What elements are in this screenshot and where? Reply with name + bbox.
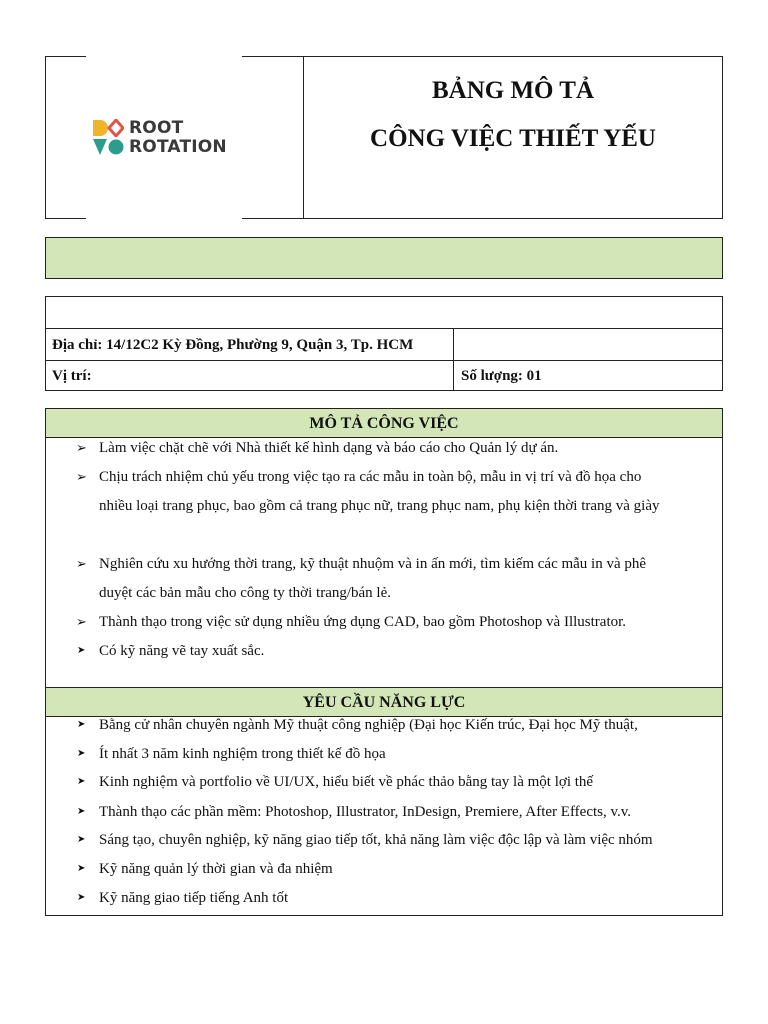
arrow-bullet-icon: ➢ — [76, 440, 87, 455]
logo-text-root: ROOT — [129, 118, 184, 138]
arrowhead-bullet-icon: ➤ — [77, 892, 86, 903]
border-gap-bottom — [86, 217, 242, 220]
border-gap-top — [86, 55, 242, 58]
arrowhead-bullet-icon: ➤ — [77, 748, 86, 759]
requirements-heading: YÊU CẦU NĂNG LỰC — [46, 688, 722, 717]
info-row-divider-1 — [45, 328, 723, 329]
address-cell: Địa chỉ: 14/12C2 Kỳ Đồng, Phường 9, Quận 3, Tp. HCM — [52, 337, 414, 353]
arrow-bullet-icon: ➢ — [76, 556, 87, 571]
logo-text-rotation: ROTATION — [129, 137, 227, 157]
quantity-cell: Số lượng: 01 — [461, 368, 542, 384]
page-title-line1: BẢNG MÔ TẢ — [431, 77, 595, 104]
job-description-section: MÔ TẢ CÔNG VIỆC ➢ Làm việc chặt chẽ với Nhà thiết kế hình dạng và báo cáo cho Quản lý dự án. ➢ Chịu trách nhiệm chủ yếu trong việc tạo ra các mẫu in toàn bộ, mẫu in vị trí và đồ họa cho nhiều loại trang phục, bao gồm cả trang phục nữ, trang phục nam, phụ kiện thời trang và giày ➢ Nghiên cứu xu hướng thời trang, kỹ thuật nhuộm và in ấn mới, tìm kiếm các mẫu in và phê duyệt các bản mẫu cho công ty thời trang/bán lẻ. ➢ Thành thạo trong việc sử dụng nhiều ứng dụng CAD, bao gồm Photoshop và Illustrator. ➤ Có kỹ năng vẽ tay xuất sắc. — [45, 408, 723, 688]
arrow-bullet-icon: ➢ — [76, 614, 87, 629]
green-banner — [45, 237, 723, 279]
arrowhead-bullet-icon: ➤ — [77, 863, 86, 874]
logo-mark-top-icon — [92, 119, 124, 137]
info-column-divider — [453, 328, 454, 391]
arrowhead-bullet-icon: ➤ — [77, 776, 86, 787]
logo-mark-bottom-icon — [92, 138, 124, 156]
arrowhead-bullet-icon: ➤ — [77, 719, 86, 730]
requirements-section: YÊU CẦU NĂNG LỰC ➤ Bằng cử nhân chuyên ngành Mỹ thuật công nghiệp (Đại học Kiến trúc, Đại học Mỹ thuật, ➤ Ít nhất 3 năm kinh nghiệm trong thiết kế đồ họa ➤ Kinh nghiệm và portfolio về UI/UX, hiểu biết về phác thảo bằng tay là một lợi thế ➤ Thành thạo các phần mềm: Photoshop, Illustrator, InDesign, Premiere, After Effects, v.v. ➤ Sáng tạo, chuyên nghiệp, kỹ năng giao tiếp tốt, khả năng làm việc độc lập và làm việc nhóm ➤ Kỹ năng quản lý thời gian và đa nhiệm ➤ Kỹ năng giao tiếp tiếng Anh tốt — [45, 687, 723, 916]
arrow-bullet-icon: ➢ — [76, 469, 87, 484]
page-title-line2: CÔNG VIỆC THIẾT YẾU — [370, 125, 656, 152]
arrowhead-bullet-icon: ➤ — [77, 834, 86, 845]
info-row-divider-2 — [45, 360, 723, 361]
arrowhead-bullet-icon: ➤ — [77, 645, 86, 656]
job-description-heading: MÔ TẢ CÔNG VIỆC — [46, 409, 722, 438]
position-cell: Vị trí: — [52, 368, 92, 384]
arrowhead-bullet-icon: ➤ — [77, 806, 86, 817]
company-logo — [92, 118, 242, 158]
